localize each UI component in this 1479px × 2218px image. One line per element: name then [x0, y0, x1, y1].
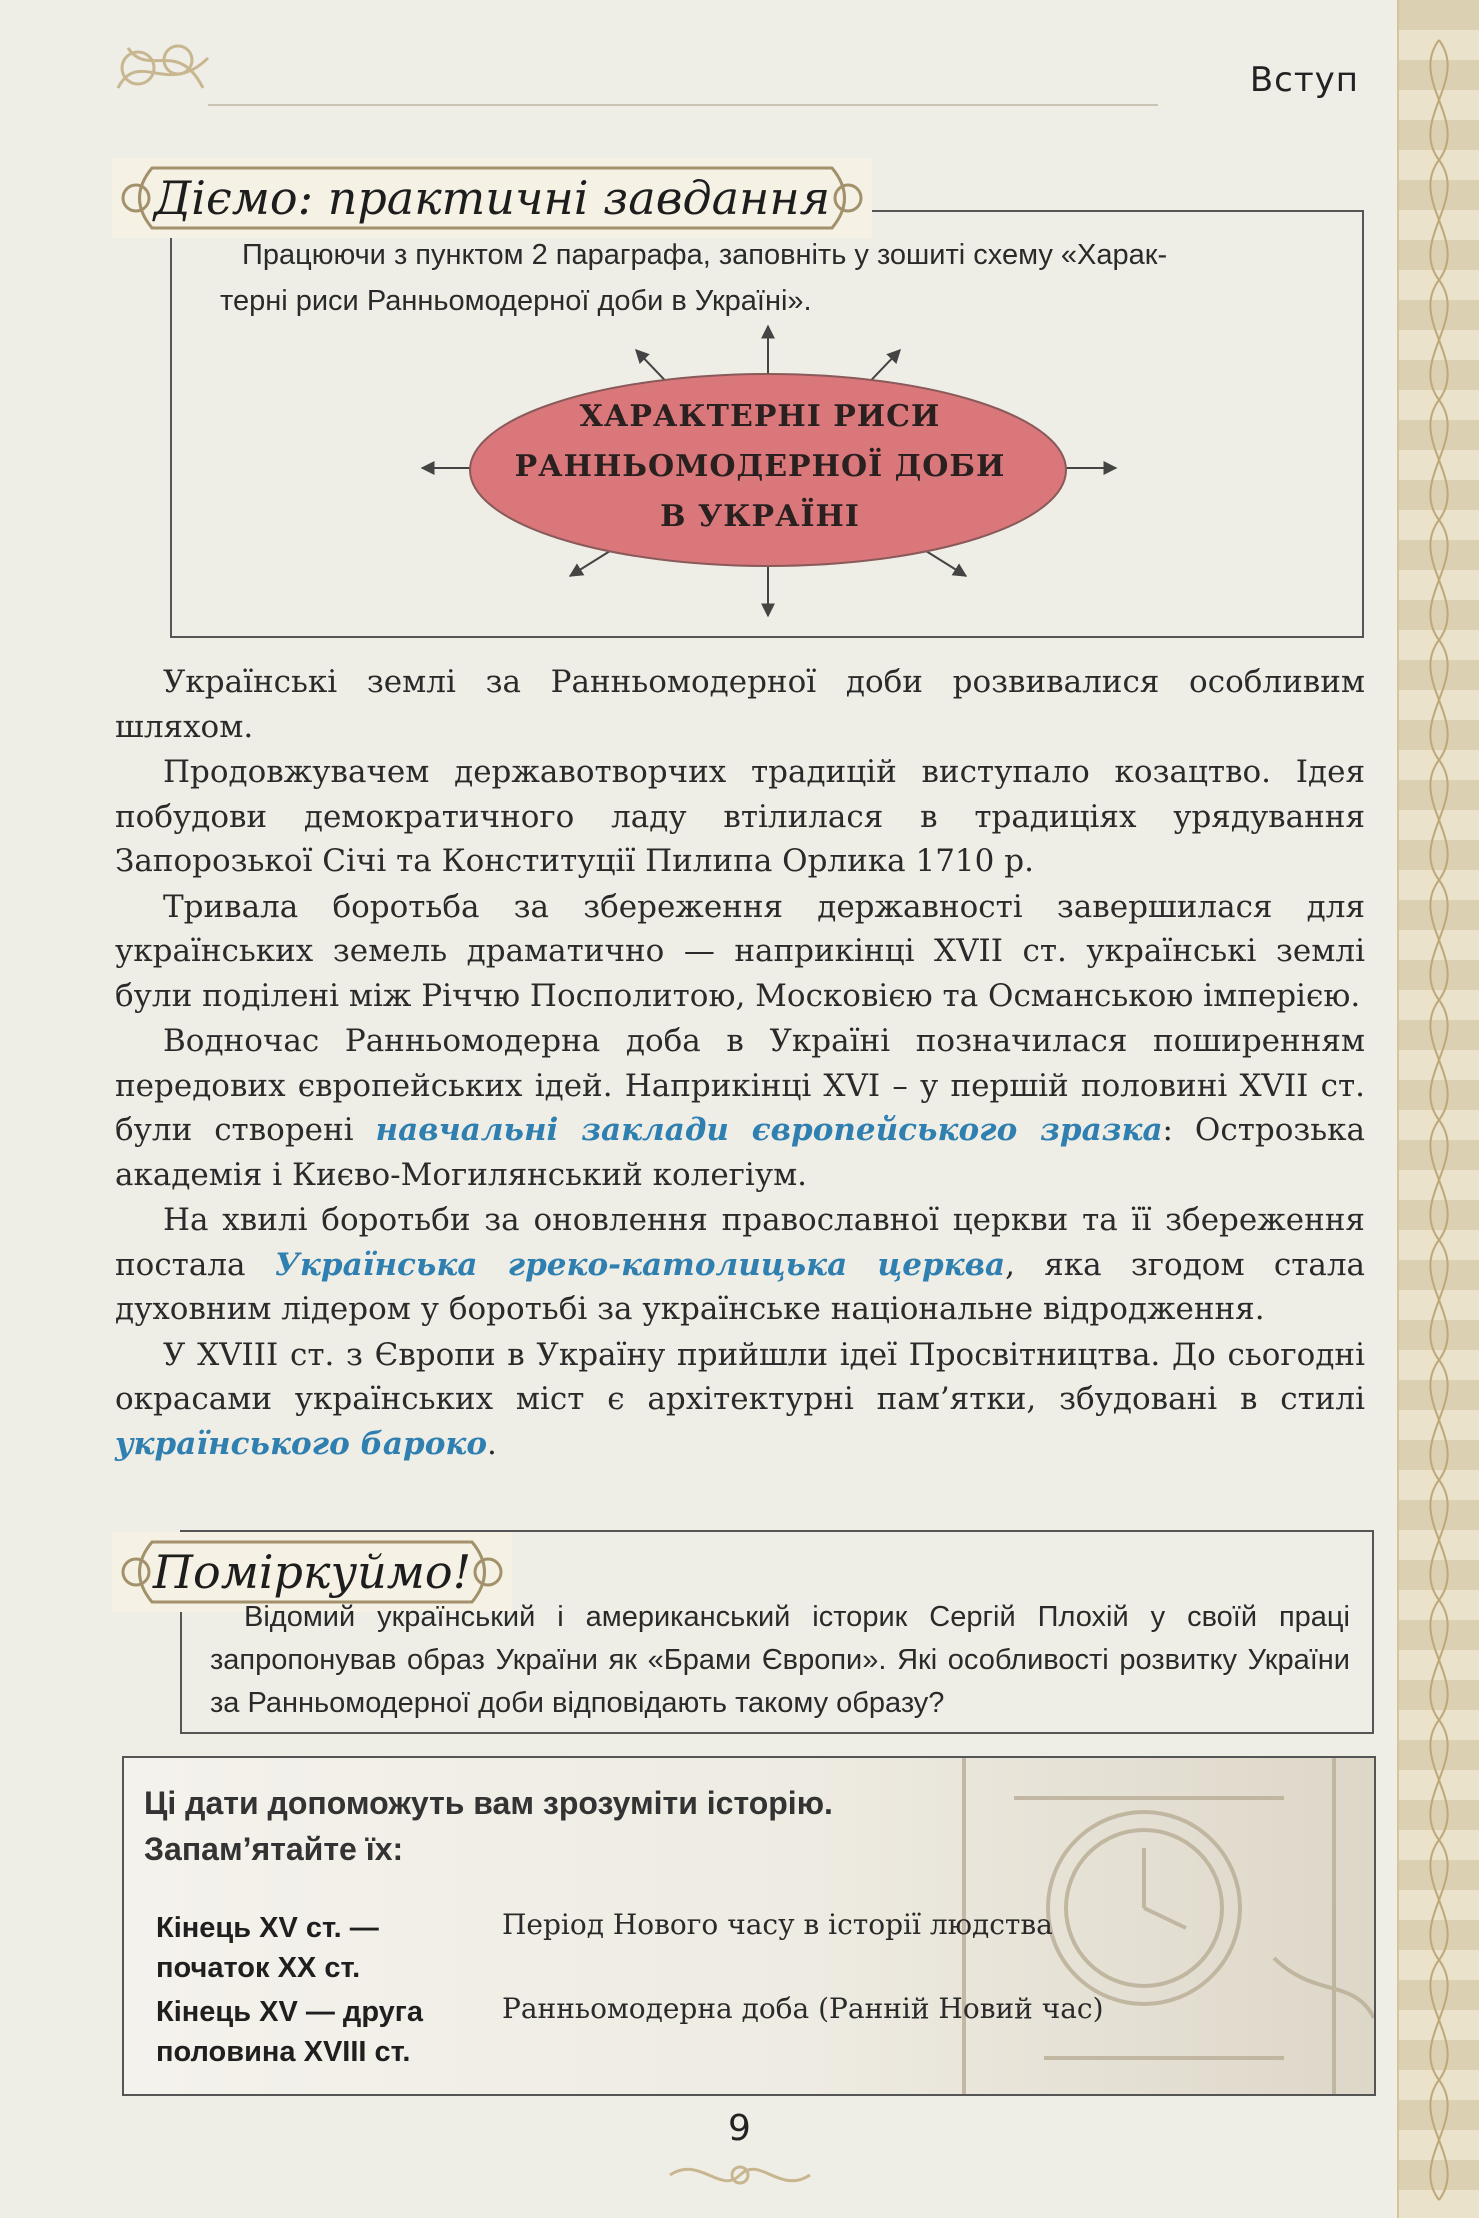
border-pattern-icon [1399, 0, 1479, 2218]
paragraph-5-tail: , яка згодом стала духовним лідером у боротьбі за українське національне відродження. [115, 1246, 1365, 1327]
practice-heading [112, 158, 872, 238]
page-number: 9 [728, 2108, 751, 2149]
task-line-2: терні риси Ранньомодерної доби в Україні». [220, 285, 812, 317]
dates-box [122, 1756, 1376, 2096]
think-heading-text: Поміркуймо! [152, 1545, 472, 1599]
paragraph-6-tail: . [487, 1425, 497, 1462]
paragraph-6-text: У XVIII ст. з Європи в Україну прийшли ідеї Просвітництва. До сьогодні окрасами українських міст є архітектурні пам’ятки, збудовані в стилі [115, 1336, 1365, 1417]
paragraph-2: Продовжувачем державотворчих традицій виступало козацтво. Ідея побудови демократичного ладу втілилася в традиціях урядування Запорозької Січі та Конституції Пилипа Орлика 1710 р. [115, 754, 1365, 879]
task-line-1: Працюючи з пунктом 2 параграфа, заповніть у зошиті схему «Харак- [242, 239, 1168, 271]
date-row-period [156, 1908, 486, 1988]
paragraph-6 [115, 1333, 1365, 1467]
paragraph-3: Тривала боротьба за збереження державності завершилася для українських земель драматично — наприкінці XVII ст. українські землі були поділені між Річчю Посполитою, Московією та Османською імперією. [115, 888, 1365, 1014]
dates-title-line-1: Ці дати допоможуть вам зрозуміти історію. [144, 1785, 833, 1821]
ellipse-line-3: В УКРАЇНІ [660, 499, 860, 534]
date-row-2-line-1: Кінець XV — друга [156, 1996, 423, 2028]
paragraph-4-tail: : Острозька академія і Києво-Могилянський колегіум. [115, 1112, 1365, 1193]
ornamental-border [1397, 0, 1479, 2218]
ellipse-label [470, 392, 1050, 542]
term-educational-institutions: навчальні заклади європейського зразка [375, 1112, 1163, 1148]
paragraph-5 [115, 1198, 1365, 1332]
paragraph-5-text: На хвилі боротьби за оновлення православної церкви та її збереження постала [115, 1202, 1365, 1283]
date-row-2-line-2: половина XVIII ст. [156, 2036, 411, 2068]
paragraph-4 [115, 1019, 1365, 1197]
term-ukrainian-baroque: українського бароко [115, 1425, 488, 1462]
think-question: Відомий український і американський історик Сергій Плохій у своїй праці запропонував образ України як «Брами Європи». Які особливості розвитку України за Ранньомодерної доби відповідають такому образу? [210, 1601, 1350, 1719]
ellipse-line-1: ХАРАКТЕРНІ РИСИ [579, 399, 941, 434]
header-ornament-icon [108, 28, 218, 108]
paragraph-1: Українські землі за Ранньомодерної доби розвивалися особливим шляхом. [115, 664, 1365, 745]
practice-heading-text: Діємо: практичні завдання [153, 171, 831, 225]
ellipse-line-2: РАННЬОМОДЕРНОЇ ДОБИ [514, 449, 1006, 484]
dates-title [144, 1780, 833, 1872]
date-row-1-line-1: Кінець XV ст. — [156, 1912, 379, 1944]
date-row-period [156, 1992, 486, 2072]
term-greek-catholic-church: Українська греко-католицька церква [274, 1246, 1006, 1283]
paragraph-4-text: Водночас Ранньомодерна доба в Україні позначилася поширенням передових європейських ідей. Наприкінці XVI – у першій половині XVII ст. були створені [115, 1023, 1365, 1148]
footer-ornament-icon [660, 2150, 820, 2200]
dates-title-line-2: Запам’ятайте їх: [144, 1831, 404, 1867]
header-rule [208, 104, 1158, 106]
date-row-1-description: Період Нового часу в історії людства [502, 1908, 1053, 1941]
date-row-1-line-2: початок XX ст. [156, 1952, 361, 1984]
date-row-2-description: Ранньомодерна доба (Ранній Новий час) [502, 1992, 1104, 2025]
section-title: Вступ [1249, 60, 1359, 100]
main-text [115, 660, 1365, 1467]
